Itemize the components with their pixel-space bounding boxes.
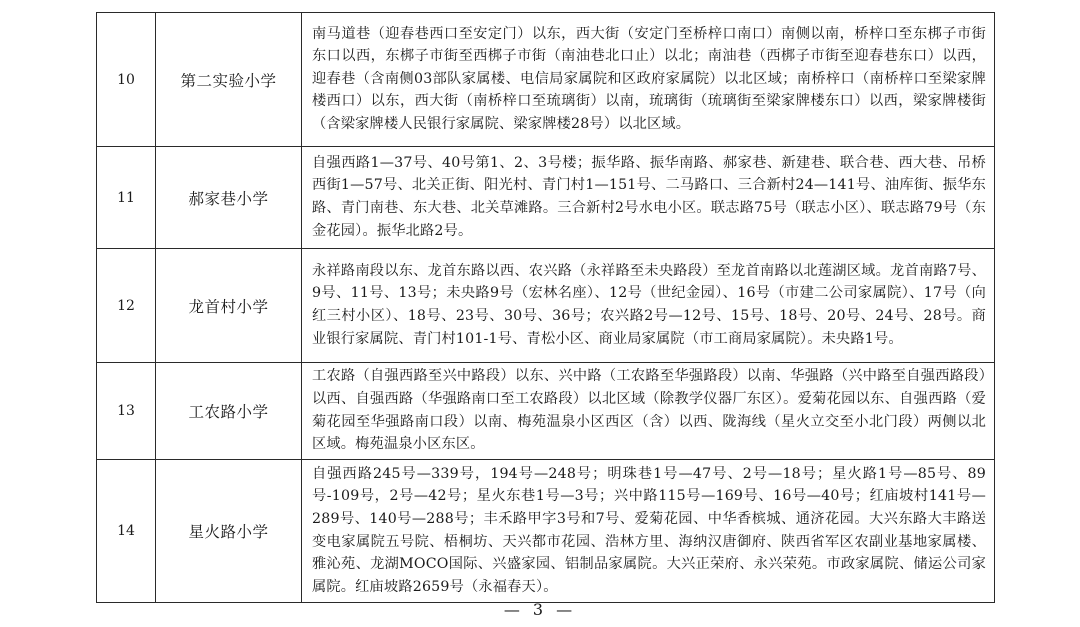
enrollment-area: 自强西路245号—339号，194号—248号；明珠巷1号—47号、2号—18号；星火路1号—85号、89号-109号，2号—42号；星火东巷1号—3号；兴中路115号—169号、16号—40号；红庙坡村141号—289号、140号—288号；丰禾路甲字3号和7号、爱菊花园、中华香槟城、通济花园。大兴东路大丰路送变电家属院五号院、梧桐坊、天兴都市花园、浩林方里、海纳汉唐御府、陕西省军区农副业基地家属楼、雅沁苑、龙湖MOCO国际、兴盛家园、铝制品家属院。大兴正荣府、永兴荣苑。市政家属院、储运公司家属院。红庙坡路2659号（永福春天）。 [302,460,995,603]
enrollment-area: 南马道巷（迎春巷西口至安定门）以东，西大街（安定门至桥梓口南口）南侧以南，桥梓口至东梆子市街东口以西，东梆子市街至西梆子市街（南油巷北口止）以北；南油巷（西梆子市街至迎春巷东口）以西，迎春巷（含南侧03部队家属楼、电信局家属院和区政府家属院）以北区域；南桥梓口（南桥梓口至梁家牌楼西口）以东，西大街（南桥梓口至琉璃街）以南，琉璃街（琉璃街至梁家牌楼东口）以西，梁家牌楼街（含梁家牌楼人民银行家属院、梁家牌楼28号）以北区域。 [302,13,995,147]
enrollment-area: 永祥路南段以东、龙首东路以西、农兴路（永祥路至未央路段）至龙首南路以北莲湖区域。龙首南路7号、9号、11号、13号；未央路9号（宏林名座）、12号（世纪金园）、16号（市建二公司家属院）、17号（向红三村小区）、18号、23号、30号、36号；农兴路2号—12号、15号、18号、20号、24号、28号。商业银行家属院、青门村101-1号、青松小区、商业局家属院（市工商局家属院）。未央路1号。 [302,249,995,363]
school-name: 第二实验小学 [156,13,302,147]
row-number: 12 [97,249,156,363]
enrollment-area: 自强西路1—37号、40号第1、2、3号楼；振华路、振华南路、郝家巷、新建巷、联合巷、西大巷、吊桥西街1—57号、北关正街、阳光村、青门村1—151号、二马路口、三合新村24—141号、油库街、振华东路、青门南巷、东大巷、北关草滩路。三合新村2号水电小区。联志路75号（联志小区）、联志路79号（东金花园）。振华北路2号。 [302,147,995,249]
enrollment-area: 工农路（自强西路至兴中路段）以东、兴中路（工农路至华强路段）以南、华强路（兴中路至自强西路段）以西、自强西路（华强路南口至工农路段）以北区域（除教学仪器厂东区）。爱菊花园以东、自强西路（爱菊花园至华强路南口段）以南、梅苑温泉小区西区（含）以西、陇海线（星火立交至小北门段）两侧以北区域。梅苑温泉小区东区。 [302,363,995,460]
row-number: 13 [97,363,156,460]
school-name: 工农路小学 [156,363,302,460]
school-district-table [96,12,995,603]
table-row [97,13,995,147]
table-row [97,249,995,363]
page-number: — 3 — [503,600,577,619]
table-row [97,363,995,460]
row-number: 11 [97,147,156,249]
table-row [97,147,995,249]
school-name: 郝家巷小学 [156,147,302,249]
row-number: 14 [97,460,156,603]
row-number: 10 [97,13,156,147]
table-row [97,460,995,603]
school-name: 龙首村小学 [156,249,302,363]
school-name: 星火路小学 [156,460,302,603]
